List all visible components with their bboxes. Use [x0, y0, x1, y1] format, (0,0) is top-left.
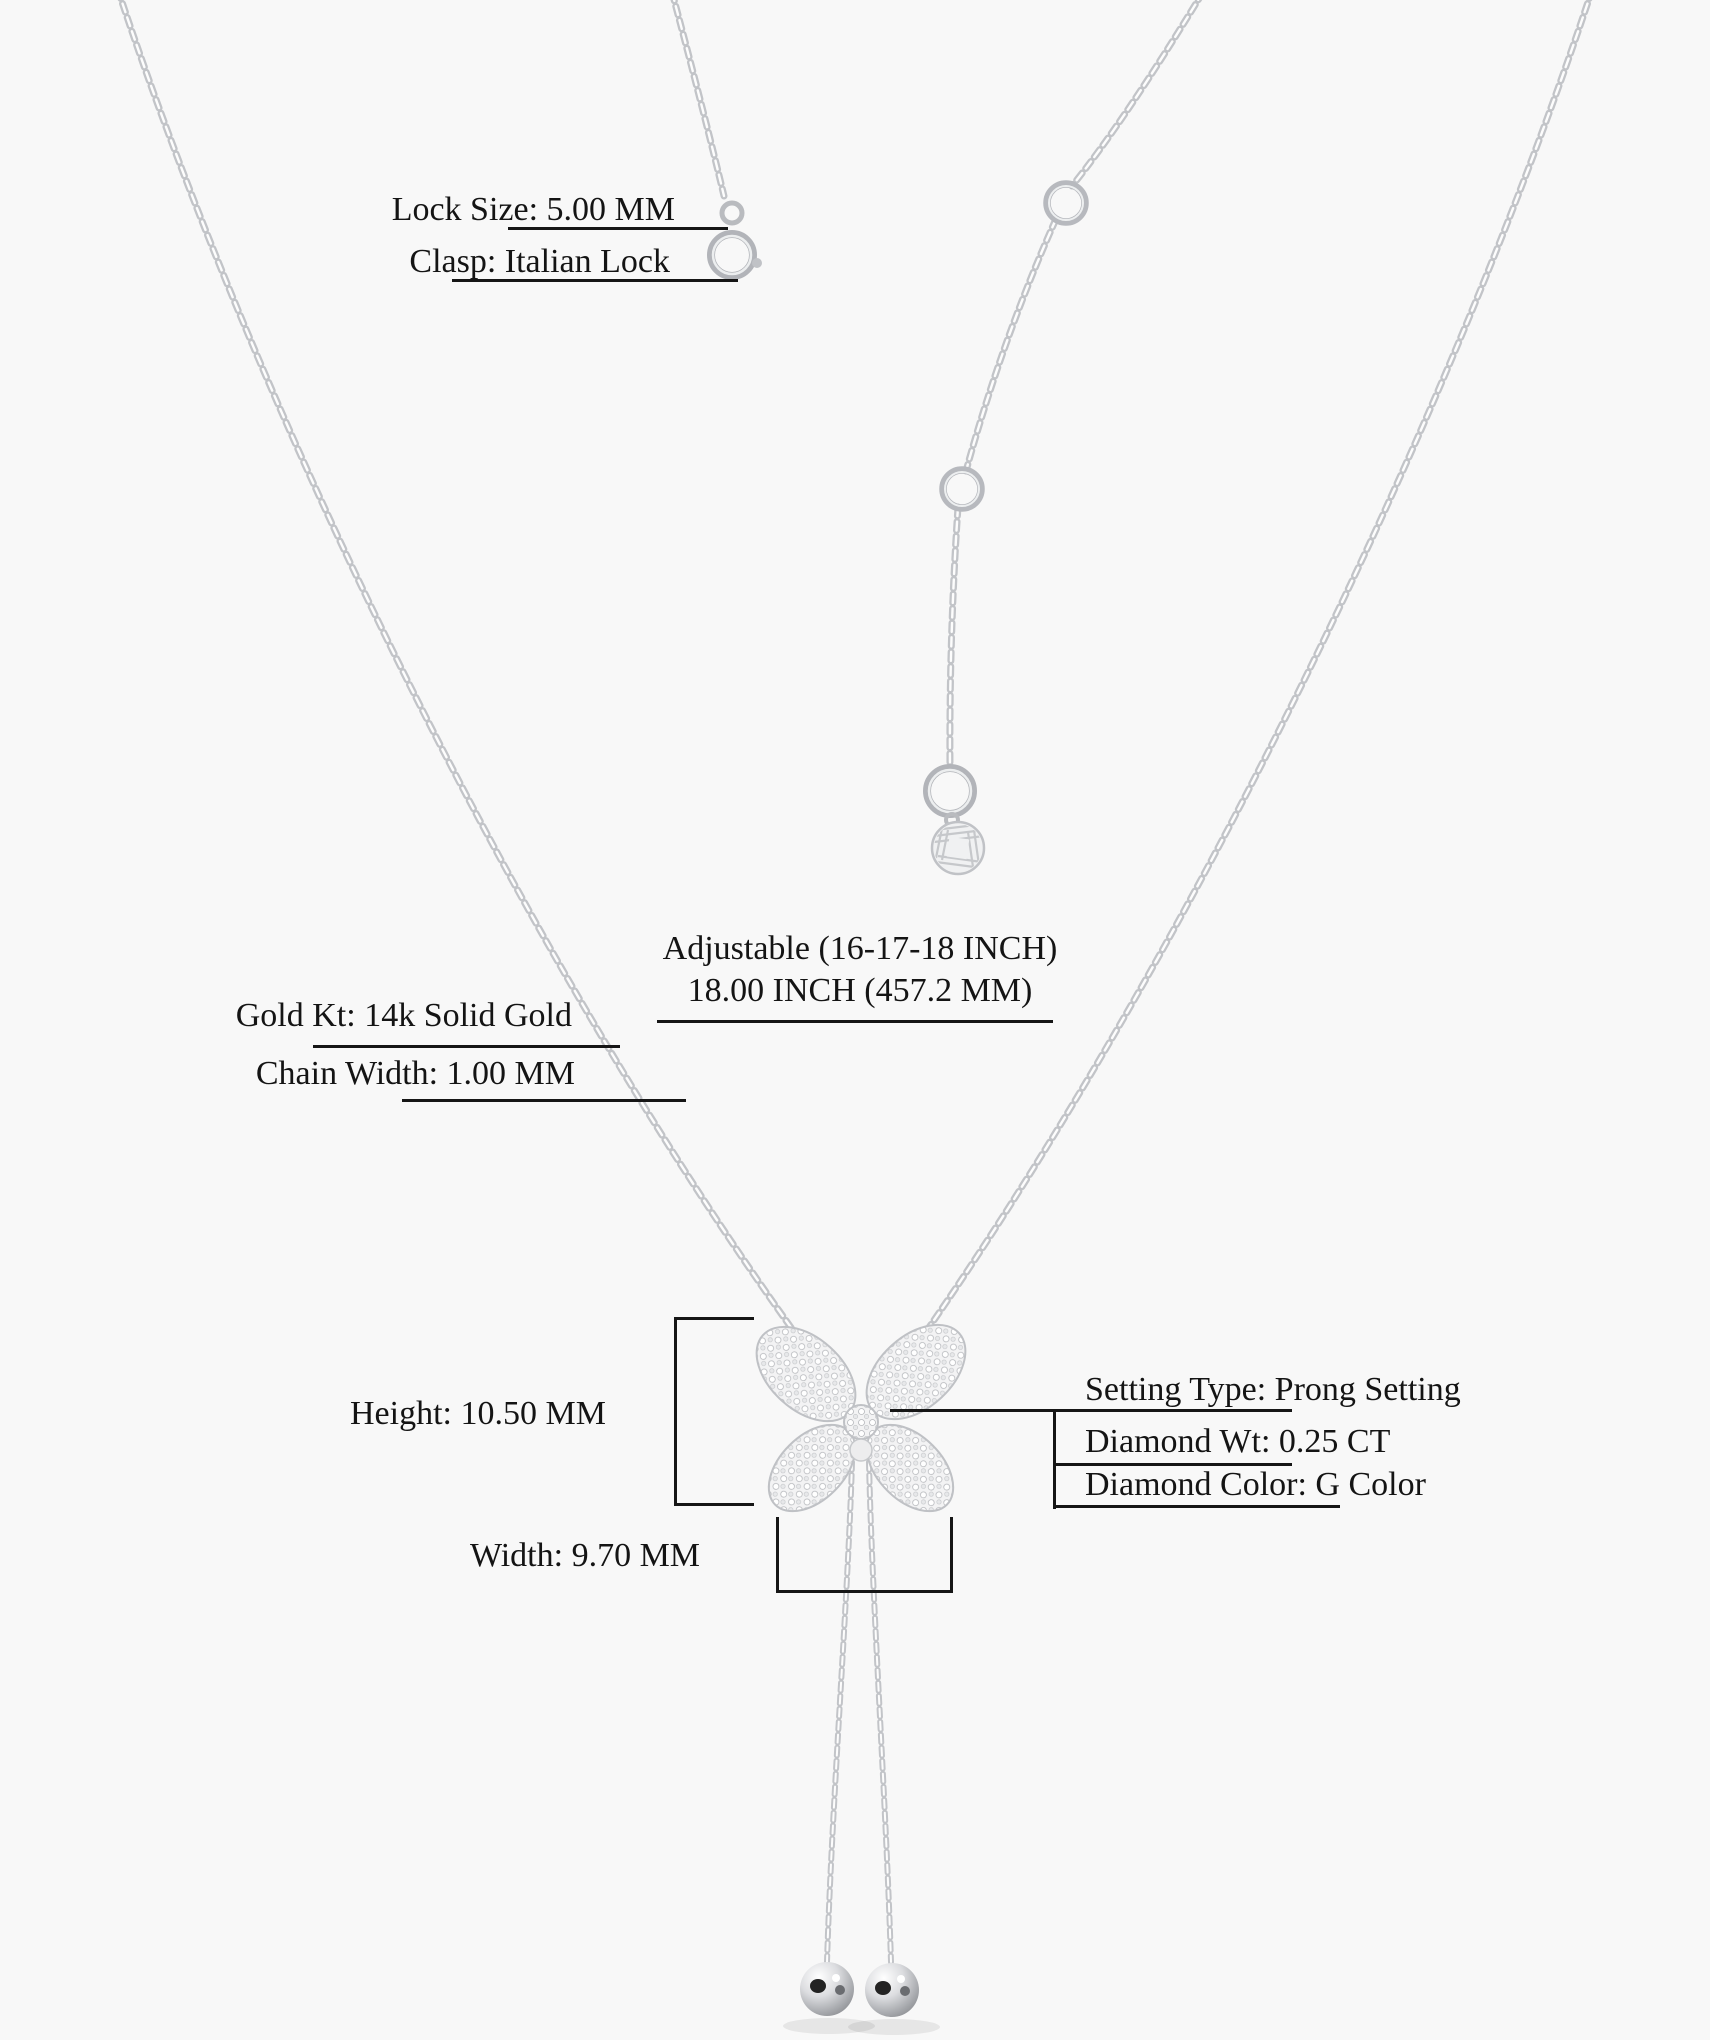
gold-kt-text: Gold Kt: 14k Solid Gold	[235, 997, 572, 1034]
height-text: Height: 10.50 MM	[350, 1395, 606, 1432]
sizing-ring-1-highlight	[1049, 186, 1083, 220]
extender-end-ring	[927, 768, 973, 826]
clasp-text: Clasp: Italian Lock	[409, 243, 670, 280]
clasp-chain	[672, 0, 724, 196]
width-bracket-left-vertical	[776, 1517, 779, 1593]
chain-width-leader-line	[402, 1099, 686, 1102]
width-bracket-right-vertical	[950, 1517, 953, 1593]
lariat-drop-chains	[827, 1462, 891, 1962]
gold-kt-leader-line	[313, 1045, 620, 1048]
diamond-color-label	[1085, 1465, 1426, 1506]
adjustable-underline	[657, 1020, 1053, 1023]
adjustable-text-line2: 18.00 INCH (457.2 MM)	[687, 972, 1033, 1009]
height-bracket-vertical	[674, 1317, 677, 1506]
butterfly-pendant	[739, 1306, 983, 1527]
brand-tag-disc	[932, 822, 984, 874]
diamond-wt-text: Diamond Wt: 0.25 CT	[1085, 1423, 1391, 1460]
width-bracket-bottom	[776, 1590, 953, 1593]
height-bracket-bottom-arm	[674, 1503, 754, 1506]
width-label	[470, 1536, 700, 1577]
clasp-catch-nub	[752, 258, 762, 268]
sizing-ring-2-highlight	[945, 472, 979, 506]
chain-width-label	[225, 1054, 575, 1095]
adjustable-text-line1: Adjustable (16-17-18 INCH)	[662, 930, 1058, 967]
clasp-icon	[711, 203, 762, 276]
pendant-slider	[850, 1439, 872, 1461]
bead-shadow-right	[848, 2019, 940, 2035]
lock-size-text: Lock Size: 5.00 MM	[391, 191, 675, 228]
chain-width-text: Chain Width: 1.00 MM	[255, 1055, 575, 1092]
sizing-ring-2	[943, 470, 981, 508]
pendant-body	[844, 1405, 878, 1439]
bead-left	[800, 1962, 854, 2016]
setting-type-label	[1085, 1370, 1461, 1411]
gold-kt-label	[222, 996, 572, 1037]
diamond-color-text: Diamond Color: G Color	[1085, 1466, 1426, 1503]
extender-chain	[950, 0, 1203, 768]
adjustable-label-line1	[610, 929, 1110, 970]
height-bracket-top-arm	[674, 1317, 754, 1320]
clasp-label	[320, 242, 670, 283]
height-label	[350, 1394, 606, 1435]
setting-type-text: Setting Type: Prong Setting	[1085, 1371, 1461, 1408]
bead-right	[865, 1963, 919, 2017]
sizing-ring-1	[1047, 184, 1085, 222]
settings-vertical-connector	[1053, 1409, 1056, 1509]
lock-size-label	[325, 190, 675, 231]
width-text: Width: 9.70 MM	[470, 1537, 701, 1574]
adjustable-label-line2	[610, 971, 1110, 1012]
right-chain	[876, 0, 1592, 1402]
diamond-wt-label	[1085, 1422, 1390, 1463]
